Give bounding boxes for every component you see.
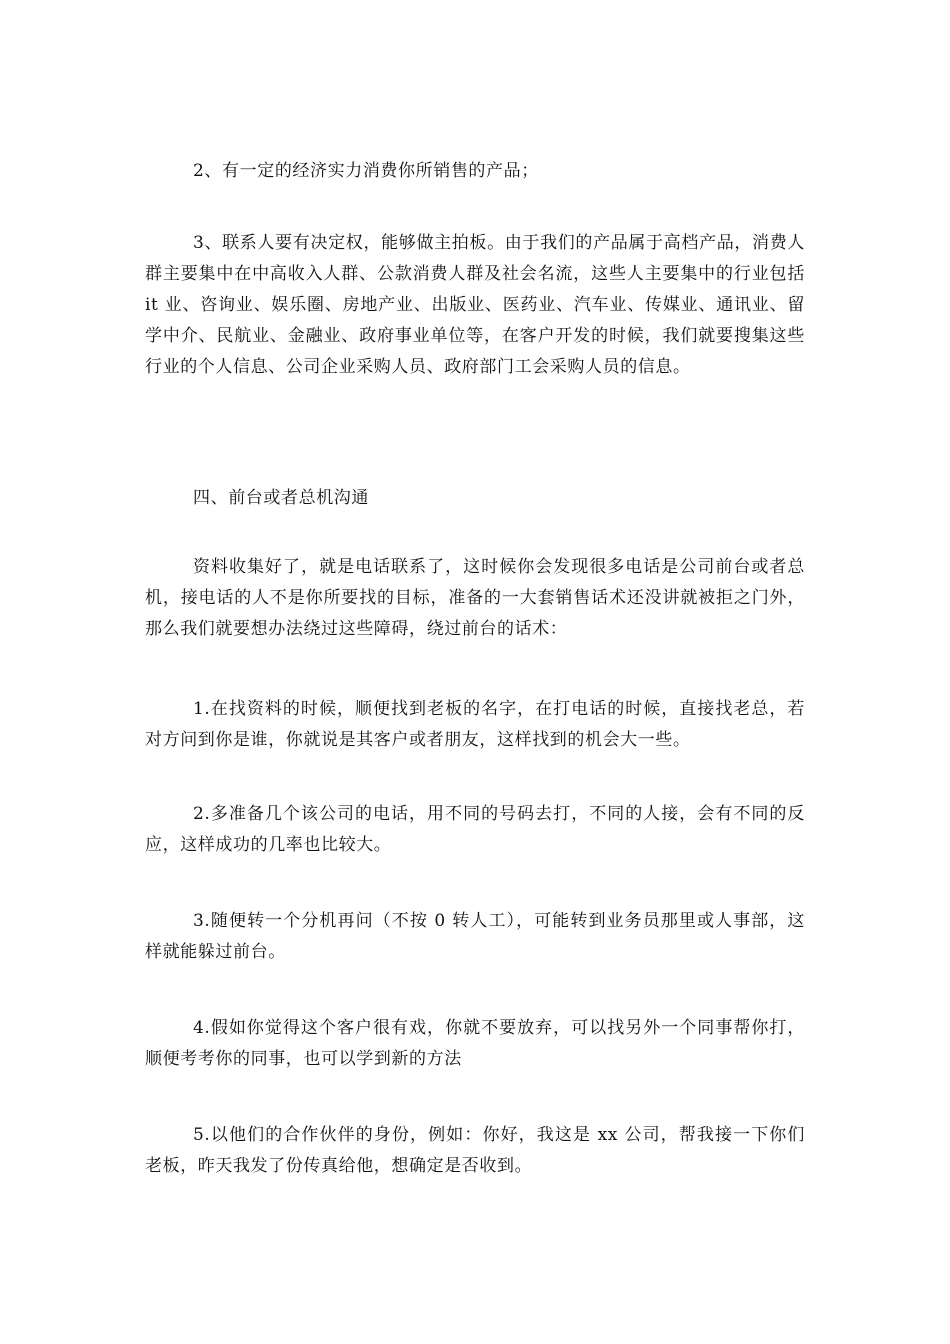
paragraph-intro: 资料收集好了，就是电话联系了，这时候你会发现很多电话是公司前台或者总机，接电话的人不是你所要找的目标，准备的一大套销售话术还没讲就被拒之门外，那么我们就要想办法绕过这些障碍，绕过前台的话术： (145, 557, 805, 639)
tip-5: 5.以他们的合作伙伴的身份，例如：你好，我这是 xx 公司，帮我接一下你们老板，昨天我发了份传真给他，想确定是否收到。 (145, 1125, 805, 1176)
tip-3: 3.随便转一个分机再问（不按 0 转人工），可能转到业务员那里或人事部，这样就能躲过前台。 (145, 911, 805, 962)
tip-1: 1.在找资料的时候，顺便找到老板的名字，在打电话的时候，直接找老总，若对方问到你是谁，你就说是其客户或者朋友，这样找到的机会大一些。 (145, 699, 805, 750)
tip-4: 4.假如你觉得这个客户很有戏，你就不要放弃，可以找另外一个同事帮你打，顺便考考你的同事，也可以学到新的方法 (145, 1018, 805, 1069)
paragraph-item-3: 3、联系人要有决定权，能够做主拍板。由于我们的产品属于高档产品，消费人群主要集中在中高收入人群、公款消费人群及社会名流，这些人主要集中的行业包括 it 业、咨询业、娱乐圈、房地产业、出版业、医药业、汽车业、传媒业、通讯业、留学中介、民航业、金融业、政府事业单位等，在客户开发的时候，我们就要搜集这些行业的个人信息、公司企业采购人员、政府部门工会采购人员的信息。 (145, 233, 805, 377)
tip-2: 2.多准备几个该公司的电话，用不同的号码去打，不同的人接，会有不同的反应，这样成功的几率也比较大。 (145, 804, 805, 855)
paragraph-item-2: 2、有一定的经济实力消费你所销售的产品； (193, 161, 539, 181)
section-heading: 四、前台或者总机沟通 (193, 488, 369, 508)
